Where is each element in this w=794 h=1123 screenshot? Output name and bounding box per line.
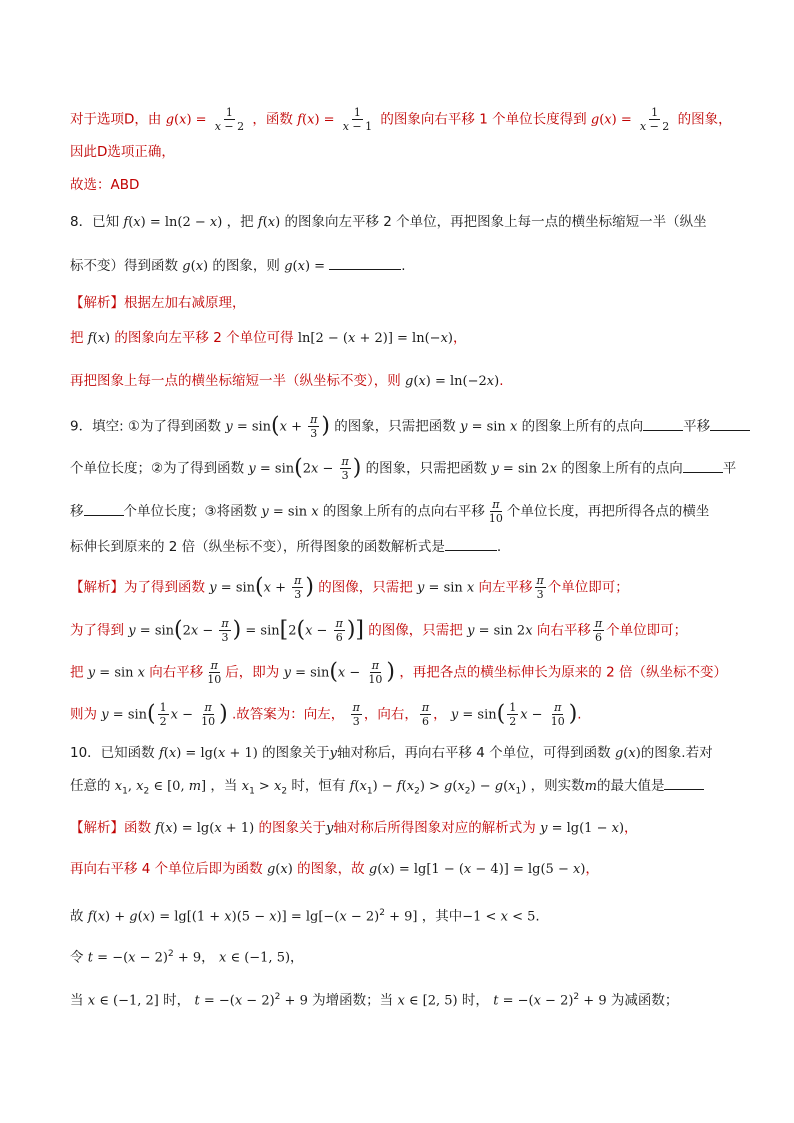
text: 向右平移 [536, 622, 591, 639]
analysis-10-line-4: 令 $t = -(x - 2)^2 + 9$， x ∈ (−1, 5)， [70, 949, 304, 966]
text: 的图象上所有的点向右平移 [322, 503, 485, 520]
text: 故 [70, 908, 84, 925]
text: 的图象关于 [262, 745, 330, 761]
analysis-8-line-3: 再把图象上每一点的横坐标缩短一半（纵坐标不变），则 g(x) = ln(−2x). [70, 373, 504, 389]
text: 时，恒有 [291, 778, 346, 794]
text: ，向右， [363, 706, 418, 723]
analysis-10-line-2: 再向右平移 4 个单位后即为函数 g(x) 的图象，故 g(x) = lg[1 − (x − 4)] = lg(5 − x)， [70, 861, 599, 877]
text: 为增函数；当 [312, 992, 394, 1009]
text: 标伸长到原来的 2 倍（纵坐标不变），所得图象的函数解析式是 [70, 539, 445, 555]
analysis-tag: 【解析】 [70, 820, 124, 836]
text: 的图象，则 [212, 258, 280, 274]
question-9-line-3: 移 个单位长度；③将函数 y = sin x 的图象上所有的点向右平移 $\frac{\pi}{10}$ 个单位长度，再把所得各点的横坐 [70, 498, 710, 525]
text: 平移 [683, 418, 711, 435]
answer-blank [643, 416, 683, 431]
text: 标不变）得到函数 [70, 258, 178, 274]
text: 移 [70, 503, 84, 520]
text: 的图像，只需把 [368, 622, 463, 639]
text: 当 [70, 992, 84, 1009]
text: ，当 [210, 778, 238, 794]
text: 的图象，只需把函数 [334, 418, 456, 435]
text: 9．填空: ①为了得到函数 [70, 418, 222, 435]
question-8-line-2: 标不变）得到函数 g(x) 的图象，则 g(x) = . [70, 255, 406, 277]
text: 的图象向右平移 1 个单位长度得到 [380, 111, 587, 128]
text: 的图象关于 [258, 820, 326, 836]
question-9-line-4: 标伸长到原来的 2 倍（纵坐标不变），所得图象的函数解析式是 . [70, 536, 501, 557]
answer-blank [664, 775, 704, 790]
text: 的图象向左平移 2 个单位，再把图象上每一点的横坐标缩短一半（纵坐 [284, 214, 707, 230]
text: 把 [70, 664, 84, 681]
text: 个单位长度；③将函数 [123, 503, 258, 520]
text: 个单位即可； [606, 622, 688, 639]
text: 向左平移 [478, 579, 533, 596]
analysis-8-line-2: 把 f(x) 的图象向左平移 2 个单位可得 ln[2 − (x + 2)] = ln(−x)， [70, 330, 467, 346]
text: 时， [163, 992, 191, 1009]
text: 任意的 [70, 778, 111, 794]
text: 个单位即可； [547, 579, 629, 596]
question-9-line-2: 个单位长度；②为了得到函数 y = sin(2x − $\frac{\pi}{3}$ ) 的图象，只需把函数 y = sin 2x 的图象上所有的点向 平 [70, 455, 737, 482]
answer-blank [710, 416, 750, 431]
text: ，再把各点的横坐标伸长为原来的 2 倍（纵坐标不变） [399, 664, 727, 681]
text: 的图象上所有的点向 [521, 418, 644, 435]
analysis-tag: 【解析】 [70, 579, 124, 596]
analysis-10-line-5: 当 x ∈ (−1, 2] 时， $t = -(x - 2)^2 + 9$ 为增函数；当 x ∈ [2, 5) 时， $t = -(x - 2)^2 + 9$ 为减函数； [70, 992, 679, 1009]
text: 的图像，只需把 [318, 579, 413, 596]
text: 的最大值是 [596, 778, 665, 794]
answer-line: 故选：ABD [70, 177, 140, 193]
text: 的图象向左平移 2 个单位可得 [114, 330, 294, 346]
text: 令 [70, 949, 84, 966]
text: 根据左加右减原理， [124, 295, 246, 311]
answer-blank [683, 458, 723, 473]
text: 10．已知函数 [70, 745, 155, 761]
text: 再把图象上每一点的横坐标缩短一半（纵坐标不变），则 [70, 373, 401, 389]
text: 的图象， [677, 111, 732, 128]
analysis-9-line-1: 【解析】为了得到函数 y = sin(x + $\frac{\pi}{3}$ ) 的图像，只需把 y = sin x 向左平移 $\frac{\pi}{3}$ 个单位即可； [70, 574, 629, 601]
text: 个单位长度；②为了得到函数 [70, 460, 245, 477]
text: 则为 [70, 706, 97, 723]
text: ，则实数 [530, 778, 585, 794]
question-8-line-1: 8．已知 f(x) = ln(2 − x) ，把 f(x) 的图象向左平移 2 个单位，再把图象上每一点的横坐标缩短一半（纵坐 [70, 214, 707, 230]
text: ，其中 [421, 908, 463, 925]
text: 把 [70, 330, 84, 346]
question-10-line-1: 10．已知函数 f(x) = lg(x + 1) 的图象关于y轴对称后，再向右平移 4 个单位，可得到函数 g(x)的图象.若对 [70, 745, 713, 761]
text: 为了得到函数 [124, 579, 205, 596]
analysis-tag: 【解析】 [70, 295, 124, 311]
question-10-line-2: 任意的 $x_1$, $x_2$ ∈ [0, m] ，当 $x_1 > x_2$ 时，恒有 $f(x_1) - f(x_2) > g(x_2) - g(x_1)$ ，则实数m的最大值是 [70, 775, 704, 802]
text: 再向右平移 4 个单位后即为函数 [70, 861, 263, 877]
text: 的图象上所有的点向 [561, 460, 683, 477]
text: 平 [722, 460, 737, 477]
text: 后，即为 [225, 664, 280, 681]
text: .故答案为：向左， [232, 706, 345, 723]
answer-blank [329, 255, 401, 270]
answer-blank [445, 536, 497, 551]
analysis-9-line-3: 把 y = sin x 向右平移 $\frac{\pi}{10}$ 后，即为 y = sin(x − $\frac{\pi}{10}$ ) ，再把各点的横坐标伸长为原来的 2 倍（纵坐标不变） [70, 659, 727, 686]
option-d-line: 对于选项D，由 g(x) = $\frac{1}{x - 2}$ ，函数 f(x) = $\frac{1}{x - 1}$ 的图象向右平移 1 个单位长度得到 g(x) = $\frac{1}{x - 2}$ 的图象， [70, 106, 732, 133]
analysis-8-line-1 [70, 293, 246, 313]
text: 的图象，故 [297, 861, 365, 877]
text: ，函数 [252, 111, 293, 128]
text: 轴对称后，再向右平移 4 个单位，可得到函数 [337, 745, 611, 761]
analysis-10-line-3: 故 $f(x) + g(x) = \lg[(1 + x)(5 - x)] = \lg[-(x - 2)^2 + 9]$ ，其中−1 < x < 5. [70, 908, 540, 925]
text: 对于选项D，由 [70, 111, 162, 128]
conclusion-line: 因此D选项正确， [70, 144, 175, 160]
text: 为了得到 [70, 622, 124, 639]
text: 时， [461, 992, 489, 1009]
text: ，把 [226, 214, 254, 230]
text: 向右平移 [149, 664, 204, 681]
text: 函数 [124, 820, 151, 836]
text: 的图象.若对 [640, 745, 713, 761]
analysis-9-line-4: 则为 y = sin( $\frac{1}{2}$ x − $\frac{\pi}{10}$ ) .故答案为：向左， $\frac{\pi}{3}$ ，向右， $\frac{\pi}{6}$ ， y = sin( $\frac{1}{2}$ x − $\frac{\pi}{10}$ ). [70, 701, 582, 728]
text: 为减函数； [610, 992, 679, 1009]
answer-blank [84, 501, 124, 516]
analysis-9-line-2: 为了得到 y = sin(2x − $\frac{\pi}{3}$ ) = sin[2(x − $\frac{\pi}{6}$ )] 的图像，只需把 y = sin 2x 向右平移 $\frac{\pi}{6}$ 个单位即可； [70, 617, 688, 644]
text: 轴对称后所得图象对应的解析式为 [333, 820, 536, 836]
text: 的图象，只需把函数 [365, 460, 488, 477]
question-9-line-1: 9．填空: ①为了得到函数 y = sin(x + $\frac{\pi}{3}$ ) 的图象，只需把函数 y = sin x 的图象上所有的点向 平移 [70, 413, 750, 440]
text: 8．已知 [70, 214, 120, 230]
text: 个单位长度，再把所得各点的横坐 [506, 503, 710, 520]
analysis-10-line-1: 【解析】函数 f(x) = lg(x + 1) 的图象关于y轴对称后所得图象对应的解析式为 y = lg(1 − x)， [70, 820, 638, 836]
